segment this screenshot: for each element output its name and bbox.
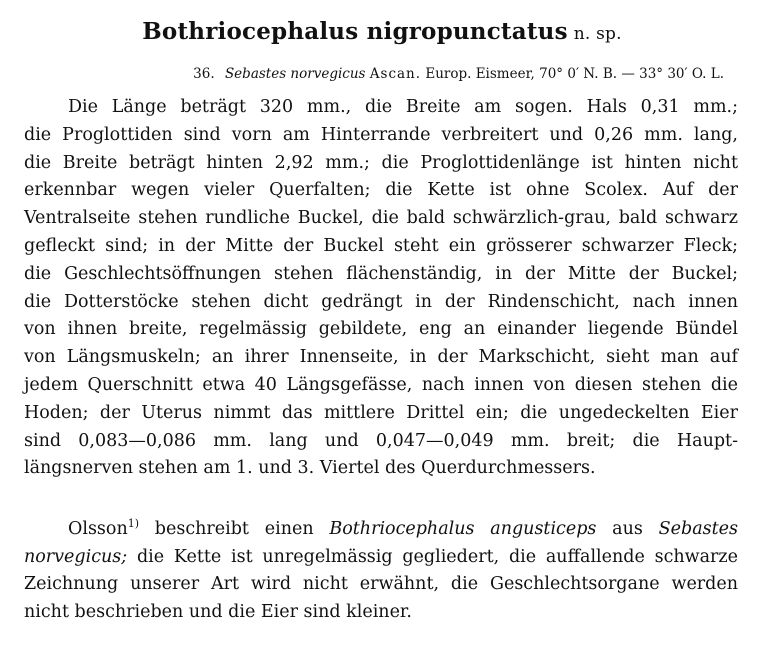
text-line: Hoden; der Uterus nimmt das mittlere Drittel ein; die ungedeckelten Eier — [24, 402, 738, 423]
new-species-marker: n. sp. — [573, 24, 622, 44]
species-name: Sebastes — [658, 518, 738, 539]
host-author: Ascan. — [369, 66, 422, 82]
species-name: norvegicus; — [24, 546, 128, 567]
host-species: Sebastes norvegicus — [224, 66, 366, 82]
specimen-number: 36. — [193, 66, 215, 82]
text-line: die Breite beträgt hinten 2,92 mm.; die Proglottidenlänge ist hinten nicht — [24, 152, 738, 173]
text-line — [24, 544, 738, 572]
text-line: Ventralseite stehen rundliche Buckel, die bald schwärzlich-grau, bald schwarz — [24, 208, 738, 229]
text-line: jedem Querschnitt etwa 40 Längsgefässe, nach innen von diesen stehen die — [24, 374, 738, 395]
species-name: Bothriocephalus angusticeps — [329, 518, 597, 539]
comparison-paragraph — [24, 510, 738, 627]
collection-location: Europ. Eismeer, 70° 0′ N. B. — 33° 30′ O. L. — [425, 66, 724, 82]
description-paragraph — [24, 94, 738, 483]
text-segment: aus — [596, 518, 659, 539]
text-line: sind 0,083—0,086 mm. lang und 0,047—0,049 mm. breit; die Haupt- — [24, 430, 738, 451]
text-line: die Proglottiden sind vorn am Hinterrande verbreitert und 0,26 mm. lang, — [24, 124, 738, 145]
text-line: erkennbar wegen vieler Querfalten; die Kette ist ohne Scolex. Auf der — [24, 180, 738, 201]
text-segment: beschreibt einen — [139, 518, 330, 539]
text-line: die Geschlechtsöffnungen stehen flächenständig, in der Mitte der Buckel; — [24, 263, 738, 284]
author-name: Olsson — [68, 518, 128, 539]
text-line: nicht beschrieben und die Eier sind kleiner. — [24, 602, 412, 623]
text-line: von ihnen breite, regelmässig gebildete, eng an einander liegende Bündel — [24, 319, 738, 340]
text-segment: die Kette ist unregelmässig gegliedert, die auffallende schwarze — [127, 546, 738, 567]
text-line: Die Länge beträgt 320 mm., die Breite am sogen. Hals 0,31 mm.; — [68, 97, 738, 117]
species-title: Bothriocephalus nigropunctatus — [142, 18, 568, 45]
text-line: die Dotterstöcke stehen dicht gedrängt in der Rindenschicht, nach innen — [24, 291, 738, 312]
page-title — [0, 18, 764, 45]
source-line — [193, 66, 724, 82]
text-line: längsnerven stehen am 1. und 3. Viertel des Querdurchmessers. — [24, 458, 596, 479]
text-line: gefleckt sind; in der Mitte der Buckel steht ein grösserer schwarzer Fleck; — [24, 235, 738, 256]
text-line — [24, 510, 738, 544]
text-line: Zeichnung unserer Art wird nicht erwähnt, die Geschlechtsorgane werden — [24, 574, 738, 595]
text-line: von Längsmuskeln; an ihrer Innenseite, in der Markschicht, sieht man auf — [24, 347, 738, 368]
footnote-marker: 1) — [127, 517, 140, 530]
